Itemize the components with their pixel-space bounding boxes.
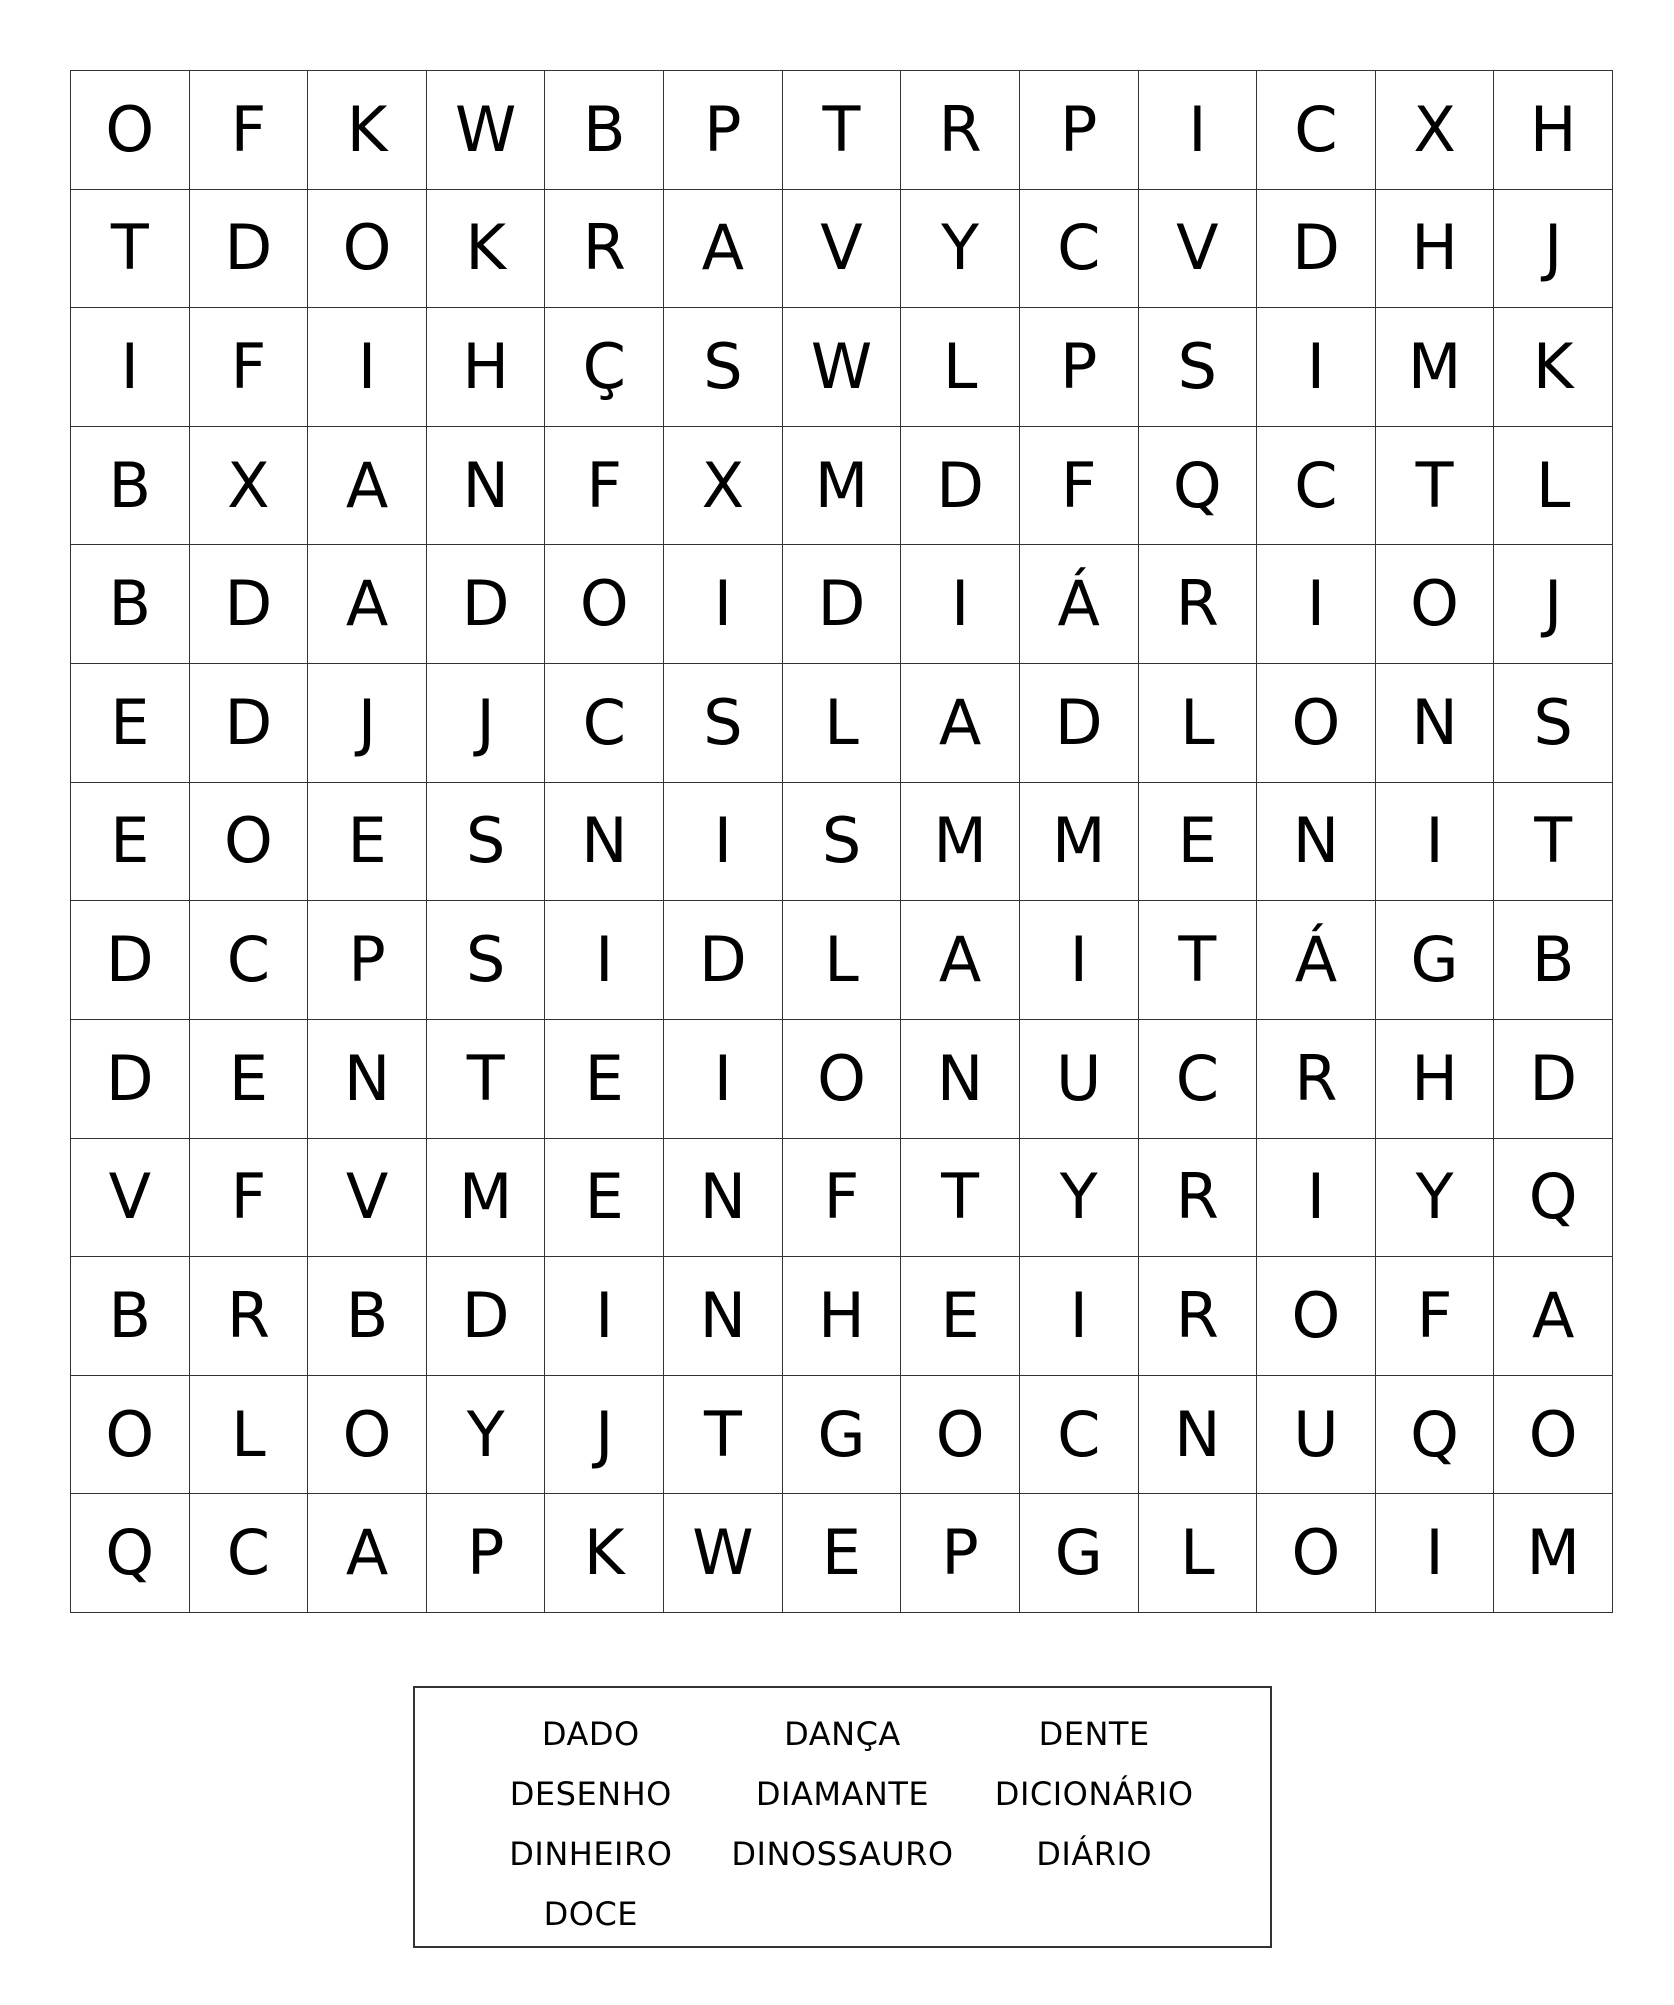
- grid-cell[interactable]: X: [664, 427, 783, 546]
- grid-cell[interactable]: K: [1494, 308, 1613, 427]
- grid-cell[interactable]: N: [664, 1257, 783, 1376]
- grid-cell[interactable]: T: [1139, 901, 1258, 1020]
- grid-cell[interactable]: E: [71, 664, 190, 783]
- grid-cell[interactable]: H: [1376, 1020, 1495, 1139]
- grid-cell[interactable]: F: [545, 427, 664, 546]
- grid-cell[interactable]: M: [427, 1139, 546, 1258]
- grid-cell[interactable]: M: [783, 427, 902, 546]
- grid-cell[interactable]: H: [1494, 71, 1613, 190]
- grid-cell[interactable]: S: [664, 308, 783, 427]
- grid-cell[interactable]: S: [783, 783, 902, 902]
- grid-cell[interactable]: N: [427, 427, 546, 546]
- grid-cell[interactable]: D: [901, 427, 1020, 546]
- grid-cell[interactable]: C: [1257, 427, 1376, 546]
- grid-cell[interactable]: J: [308, 664, 427, 783]
- grid-cell[interactable]: I: [1376, 783, 1495, 902]
- word-list-item: DIÁRIO: [1036, 1835, 1153, 1873]
- grid-cell[interactable]: M: [901, 783, 1020, 902]
- grid-cell[interactable]: I: [901, 545, 1020, 664]
- word-list-item: DENTE: [1038, 1715, 1150, 1753]
- grid-cell[interactable]: G: [1376, 901, 1495, 1020]
- grid-cell[interactable]: I: [664, 783, 783, 902]
- word-list-item: DINHEIRO: [509, 1835, 673, 1873]
- grid-cell[interactable]: O: [71, 1376, 190, 1495]
- grid-cell[interactable]: A: [901, 901, 1020, 1020]
- grid-cell[interactable]: O: [1257, 1257, 1376, 1376]
- grid-cell[interactable]: Y: [427, 1376, 546, 1495]
- grid-cell[interactable]: D: [190, 664, 309, 783]
- grid-cell[interactable]: P: [427, 1494, 546, 1613]
- grid-cell[interactable]: K: [308, 71, 427, 190]
- grid-cell[interactable]: G: [1020, 1494, 1139, 1613]
- grid-cell[interactable]: E: [545, 1139, 664, 1258]
- grid-cell[interactable]: O: [308, 190, 427, 309]
- grid-cell[interactable]: C: [545, 664, 664, 783]
- grid-cell[interactable]: O: [71, 71, 190, 190]
- grid-cell[interactable]: Y: [1376, 1139, 1495, 1258]
- grid-cell[interactable]: I: [1020, 901, 1139, 1020]
- grid-cell[interactable]: H: [427, 308, 546, 427]
- grid-cell[interactable]: B: [1494, 901, 1613, 1020]
- grid-cell[interactable]: Q: [1494, 1139, 1613, 1258]
- grid-cell[interactable]: T: [783, 71, 902, 190]
- grid-cell[interactable]: I: [1257, 545, 1376, 664]
- word-list: [415, 1714, 1270, 1934]
- word-list-item: DADO: [541, 1715, 640, 1753]
- grid-cell[interactable]: D: [427, 1257, 546, 1376]
- grid-cell[interactable]: X: [1376, 71, 1495, 190]
- grid-cell[interactable]: I: [1257, 308, 1376, 427]
- grid-cell[interactable]: E: [71, 783, 190, 902]
- grid-cell[interactable]: I: [308, 308, 427, 427]
- grid-cell[interactable]: D: [1020, 664, 1139, 783]
- grid-cell[interactable]: Y: [901, 190, 1020, 309]
- grid-cell[interactable]: F: [1376, 1257, 1495, 1376]
- grid-cell[interactable]: O: [1257, 1494, 1376, 1613]
- grid-cell[interactable]: R: [190, 1257, 309, 1376]
- grid-cell[interactable]: E: [901, 1257, 1020, 1376]
- grid-cell[interactable]: T: [901, 1139, 1020, 1258]
- grid-cell[interactable]: I: [1376, 1494, 1495, 1613]
- grid-cell[interactable]: B: [71, 427, 190, 546]
- word-list-item: DANÇA: [784, 1715, 901, 1753]
- grid-cell[interactable]: I: [545, 901, 664, 1020]
- grid-cell[interactable]: J: [427, 664, 546, 783]
- grid-cell[interactable]: D: [71, 901, 190, 1020]
- grid-cell[interactable]: T: [71, 190, 190, 309]
- grid-cell[interactable]: V: [308, 1139, 427, 1258]
- grid-cell[interactable]: P: [901, 1494, 1020, 1613]
- grid-cell[interactable]: I: [545, 1257, 664, 1376]
- grid-cell[interactable]: N: [308, 1020, 427, 1139]
- grid-cell[interactable]: D: [427, 545, 546, 664]
- grid-cell[interactable]: E: [308, 783, 427, 902]
- grid-cell[interactable]: R: [1257, 1020, 1376, 1139]
- grid-cell[interactable]: U: [1257, 1376, 1376, 1495]
- grid-cell[interactable]: I: [664, 1020, 783, 1139]
- grid-cell[interactable]: W: [664, 1494, 783, 1613]
- grid-cell[interactable]: L: [901, 308, 1020, 427]
- grid-cell[interactable]: E: [190, 1020, 309, 1139]
- grid-cell[interactable]: T: [664, 1376, 783, 1495]
- grid-cell[interactable]: L: [783, 901, 902, 1020]
- grid-cell[interactable]: F: [1020, 427, 1139, 546]
- grid-cell[interactable]: B: [71, 1257, 190, 1376]
- grid-cell[interactable]: O: [190, 783, 309, 902]
- grid-cell[interactable]: T: [427, 1020, 546, 1139]
- grid-cell[interactable]: C: [1139, 1020, 1258, 1139]
- grid-cell[interactable]: L: [190, 1376, 309, 1495]
- grid-cell[interactable]: M: [1376, 308, 1495, 427]
- grid-cell[interactable]: B: [545, 71, 664, 190]
- grid-cell[interactable]: A: [308, 1494, 427, 1613]
- word-list-item: DINOSSAURO: [731, 1835, 954, 1873]
- grid-cell[interactable]: D: [1494, 1020, 1613, 1139]
- grid-cell[interactable]: K: [545, 1494, 664, 1613]
- grid-cell[interactable]: G: [783, 1376, 902, 1495]
- grid-cell[interactable]: L: [1139, 664, 1258, 783]
- grid-cell[interactable]: Q: [1139, 427, 1258, 546]
- grid-cell[interactable]: C: [1020, 190, 1139, 309]
- grid-cell[interactable]: C: [190, 901, 309, 1020]
- grid-cell[interactable]: P: [308, 901, 427, 1020]
- grid-cell[interactable]: D: [664, 901, 783, 1020]
- grid-cell[interactable]: F: [190, 1139, 309, 1258]
- grid-cell[interactable]: U: [1020, 1020, 1139, 1139]
- grid-cell[interactable]: I: [664, 545, 783, 664]
- grid-cell[interactable]: O: [901, 1376, 1020, 1495]
- grid-cell[interactable]: D: [783, 545, 902, 664]
- grid-cell[interactable]: A: [901, 664, 1020, 783]
- grid-cell[interactable]: N: [1139, 1376, 1258, 1495]
- grid-cell[interactable]: R: [1139, 545, 1258, 664]
- grid-cell[interactable]: S: [664, 664, 783, 783]
- grid-cell[interactable]: Á: [1257, 901, 1376, 1020]
- grid-cell[interactable]: S: [1139, 308, 1258, 427]
- grid-cell[interactable]: B: [71, 545, 190, 664]
- grid-cell[interactable]: V: [1139, 190, 1258, 309]
- grid-cell[interactable]: N: [1376, 664, 1495, 783]
- grid-cell[interactable]: S: [1494, 664, 1613, 783]
- grid-cell[interactable]: D: [190, 190, 309, 309]
- grid-cell[interactable]: M: [1494, 1494, 1613, 1613]
- grid-cell[interactable]: L: [1494, 427, 1613, 546]
- grid-cell[interactable]: D: [190, 545, 309, 664]
- grid-cell[interactable]: O: [1376, 545, 1495, 664]
- grid-cell[interactable]: T: [1494, 783, 1613, 902]
- grid-cell[interactable]: J: [1494, 545, 1613, 664]
- grid-cell[interactable]: E: [1139, 783, 1258, 902]
- grid-cell[interactable]: J: [545, 1376, 664, 1495]
- grid-cell[interactable]: I: [71, 308, 190, 427]
- word-list-item: DIAMANTE: [755, 1775, 930, 1813]
- grid-cell[interactable]: A: [308, 427, 427, 546]
- grid-cell[interactable]: P: [664, 71, 783, 190]
- grid-cell[interactable]: M: [1020, 783, 1139, 902]
- grid-cell[interactable]: L: [1139, 1494, 1258, 1613]
- grid-cell[interactable]: C: [1020, 1376, 1139, 1495]
- grid-cell[interactable]: D: [71, 1020, 190, 1139]
- grid-cell[interactable]: H: [783, 1257, 902, 1376]
- grid-cell[interactable]: O: [783, 1020, 902, 1139]
- grid-cell[interactable]: A: [664, 190, 783, 309]
- grid-cell[interactable]: A: [1494, 1257, 1613, 1376]
- grid-cell[interactable]: Á: [1020, 545, 1139, 664]
- grid-cell[interactable]: I: [1020, 1257, 1139, 1376]
- grid-cell[interactable]: P: [1020, 308, 1139, 427]
- grid-cell[interactable]: F: [190, 71, 309, 190]
- grid-cell[interactable]: K: [427, 190, 546, 309]
- grid-cell[interactable]: R: [545, 190, 664, 309]
- grid-cell[interactable]: W: [427, 71, 546, 190]
- grid-cell[interactable]: I: [1257, 1139, 1376, 1258]
- grid-cell[interactable]: E: [545, 1020, 664, 1139]
- grid-cell[interactable]: Ç: [545, 308, 664, 427]
- grid-cell[interactable]: V: [783, 190, 902, 309]
- grid-cell[interactable]: P: [1020, 71, 1139, 190]
- grid-cell[interactable]: X: [190, 427, 309, 546]
- grid-cell[interactable]: R: [1139, 1139, 1258, 1258]
- grid-cell[interactable]: E: [783, 1494, 902, 1613]
- grid-cell[interactable]: O: [308, 1376, 427, 1495]
- grid-cell[interactable]: W: [783, 308, 902, 427]
- grid-cell[interactable]: O: [1257, 664, 1376, 783]
- grid-cell[interactable]: L: [783, 664, 902, 783]
- word-list-item: DICIONÁRIO: [994, 1775, 1194, 1813]
- grid-cell[interactable]: F: [783, 1139, 902, 1258]
- grid-cell[interactable]: O: [545, 545, 664, 664]
- grid-cell[interactable]: I: [1139, 71, 1258, 190]
- grid-cell[interactable]: S: [427, 901, 546, 1020]
- grid-cell[interactable]: T: [1376, 427, 1495, 546]
- word-list-item: DOCE: [543, 1895, 639, 1933]
- grid-cell[interactable]: A: [308, 545, 427, 664]
- grid-cell[interactable]: C: [190, 1494, 309, 1613]
- grid-cell[interactable]: D: [1257, 190, 1376, 309]
- grid-cell[interactable]: J: [1494, 190, 1613, 309]
- grid-cell[interactable]: N: [901, 1020, 1020, 1139]
- grid-cell[interactable]: N: [1257, 783, 1376, 902]
- word-list-box: [413, 1686, 1272, 1948]
- grid-cell[interactable]: H: [1376, 190, 1495, 309]
- word-list-item: DESENHO: [509, 1775, 672, 1813]
- grid-cell[interactable]: C: [1257, 71, 1376, 190]
- grid-cell[interactable]: Q: [1376, 1376, 1495, 1495]
- grid-cell[interactable]: Y: [1020, 1139, 1139, 1258]
- grid-cell[interactable]: R: [901, 71, 1020, 190]
- grid-cell[interactable]: Q: [71, 1494, 190, 1613]
- grid-cell[interactable]: S: [427, 783, 546, 902]
- grid-cell[interactable]: B: [308, 1257, 427, 1376]
- grid-cell[interactable]: F: [190, 308, 309, 427]
- grid-cell[interactable]: O: [1494, 1376, 1613, 1495]
- grid-cell[interactable]: N: [545, 783, 664, 902]
- grid-cell[interactable]: N: [664, 1139, 783, 1258]
- grid-cell[interactable]: V: [71, 1139, 190, 1258]
- letter-grid: [70, 70, 1613, 1613]
- grid-cell[interactable]: R: [1139, 1257, 1258, 1376]
